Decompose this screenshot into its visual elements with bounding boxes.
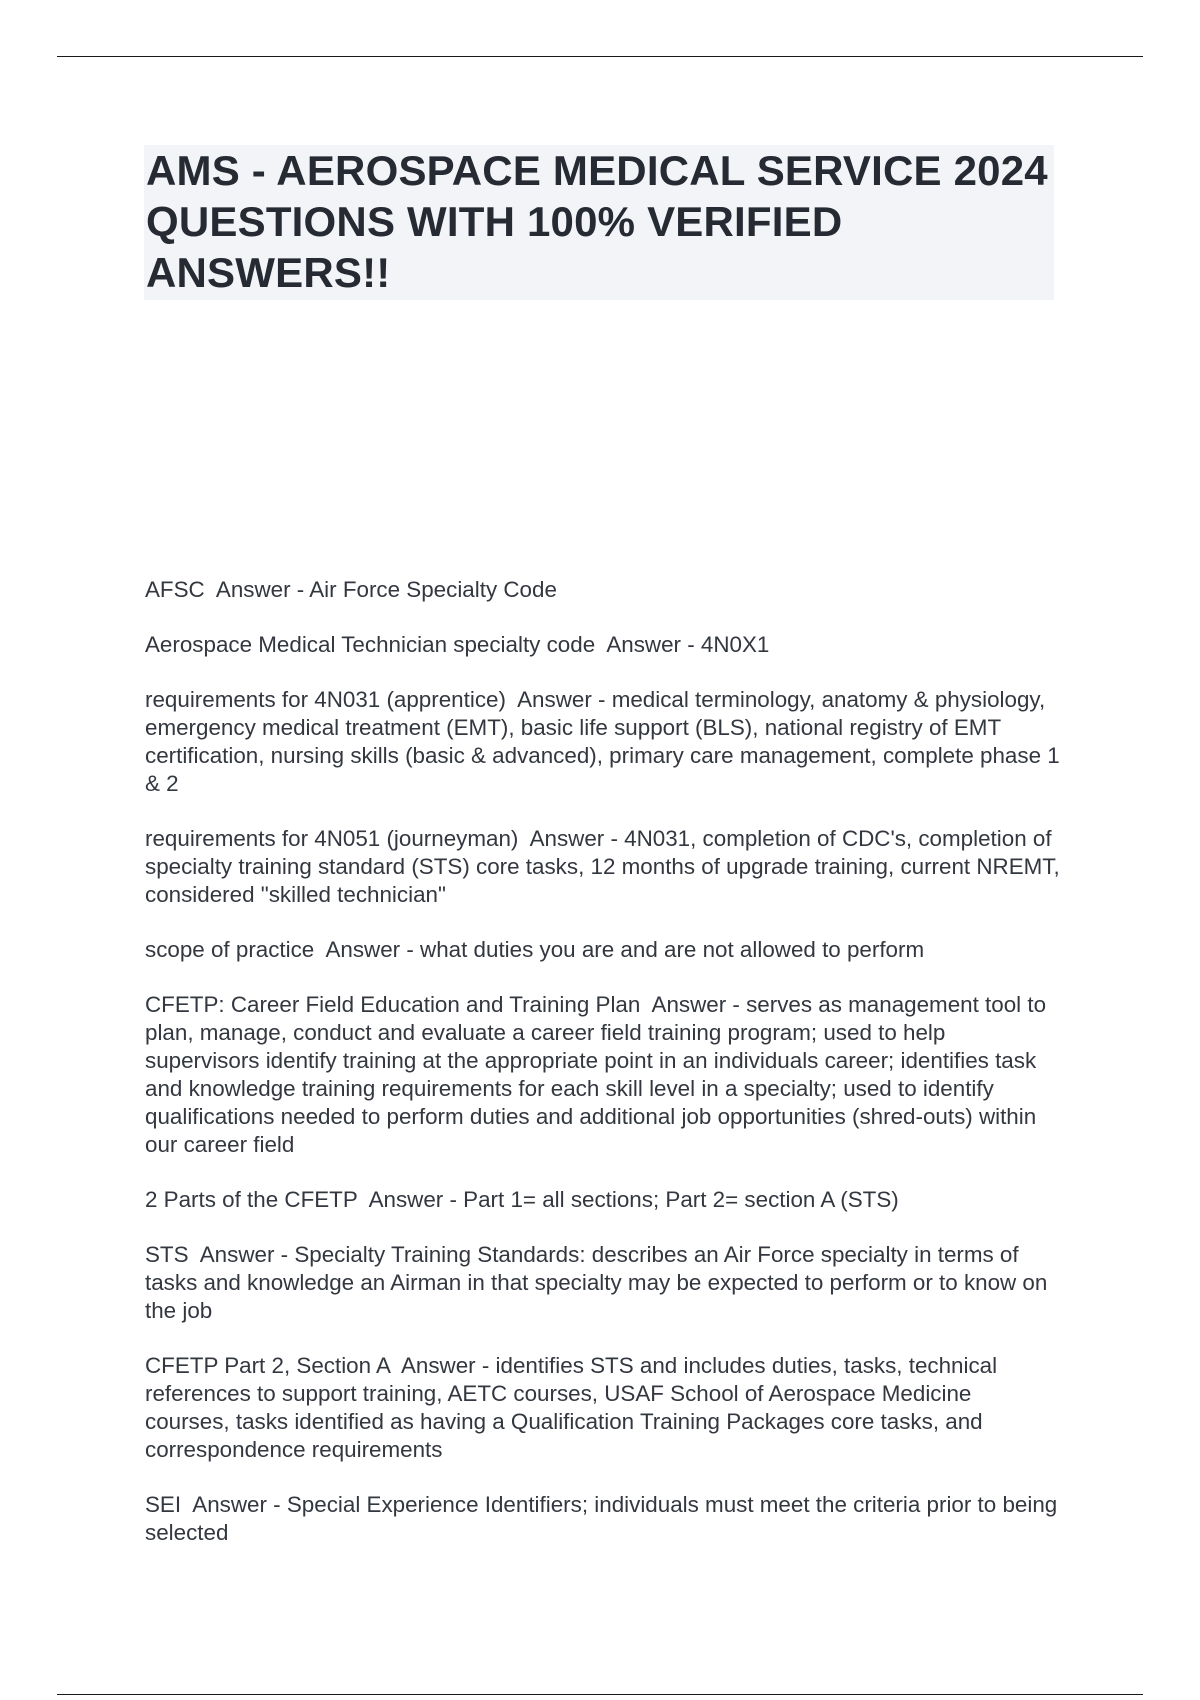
qa-separator: Answer -: [595, 632, 701, 657]
qa-term: CFETP: Career Field Education and Training Plan: [145, 992, 641, 1017]
qa-answer: Air Force Specialty Code: [309, 577, 557, 602]
qa-separator: Answer -: [204, 577, 310, 602]
qa-term: requirements for 4N051 (journeyman): [145, 826, 519, 851]
qa-answer: what duties you are and are not allowed to perform: [420, 937, 925, 962]
qa-item: [145, 825, 1060, 909]
qa-list: [145, 576, 1060, 1574]
top-divider: [57, 56, 1143, 57]
qa-term: 2 Parts of the CFETP: [145, 1187, 358, 1212]
qa-answer: 4N0X1: [700, 632, 770, 657]
qa-term: requirements for 4N031 (apprentice): [145, 687, 506, 712]
qa-item: [145, 936, 1060, 964]
qa-item: [145, 631, 1060, 659]
qa-separator: Answer -: [181, 1492, 287, 1517]
qa-term: Aerospace Medical Technician specialty code: [145, 632, 596, 657]
qa-item: [145, 1352, 1060, 1464]
bottom-divider: [57, 1694, 1143, 1695]
qa-answer: identifies STS and includes duties, tasks, technical references to support training, AETC courses, USAF School of Aerospace Medicine courses, tasks identified as having a Qualification Training Packages core tasks, and correspondence requirements: [145, 1353, 998, 1462]
qa-separator: Answer -: [357, 1187, 464, 1212]
qa-separator: Answer -: [518, 826, 625, 851]
qa-item: [145, 686, 1060, 798]
qa-separator: Answer -: [314, 937, 421, 962]
qa-answer: medical terminology, anatomy & physiology, emergency medical treatment (EMT), basic life support (BLS), national registry of EMT certification, nursing skills (basic & advanced), primary care management, complete phase 1 & 2: [145, 687, 1060, 796]
qa-separator: Answer -: [505, 687, 612, 712]
qa-answer: Special Experience Identifiers; individuals must meet the criteria prior to being selected: [145, 1492, 1058, 1545]
qa-answer: Part 1= all sections; Part 2= section A (STS): [463, 1187, 899, 1212]
qa-item: [145, 991, 1060, 1159]
qa-term: STS: [145, 1242, 189, 1267]
qa-answer: Specialty Training Standards: describes an Air Force specialty in terms of tasks and knowledge an Airman in that specialty may be expected to perform or to know on the job: [145, 1242, 1048, 1323]
qa-item: [145, 1186, 1060, 1214]
qa-answer: 4N031, completion of CDC's, completion of specialty training standard (STS) core tasks, 12 months of upgrade training, current NREMT, considered "skilled technician": [145, 826, 1060, 907]
qa-separator: Answer -: [188, 1242, 295, 1267]
title-banner: [144, 145, 1054, 300]
qa-term: CFETP Part 2, Section A: [145, 1353, 390, 1378]
qa-item: [145, 576, 1060, 604]
qa-term: AFSC: [145, 577, 205, 602]
qa-separator: Answer -: [389, 1353, 496, 1378]
qa-item: [145, 1241, 1060, 1325]
qa-separator: Answer -: [640, 992, 747, 1017]
qa-term: SEI: [145, 1492, 182, 1517]
document-title: AMS - AEROSPACE MEDICAL SERVICE 2024 QUESTIONS WITH 100% VERIFIED ANSWERS!!: [146, 147, 1048, 296]
qa-item: [145, 1491, 1060, 1547]
qa-answer: serves as management tool to plan, manage, conduct and evaluate a career field training program; used to help supervisors identify training at the appropriate point in an individuals career; identifies task and knowledge training requirements for each skill level in a specialty; used to identify qualifications needed to perform duties and additional job opportunities (shred-outs) within our career field: [145, 992, 1047, 1157]
qa-term: scope of practice: [145, 937, 315, 962]
